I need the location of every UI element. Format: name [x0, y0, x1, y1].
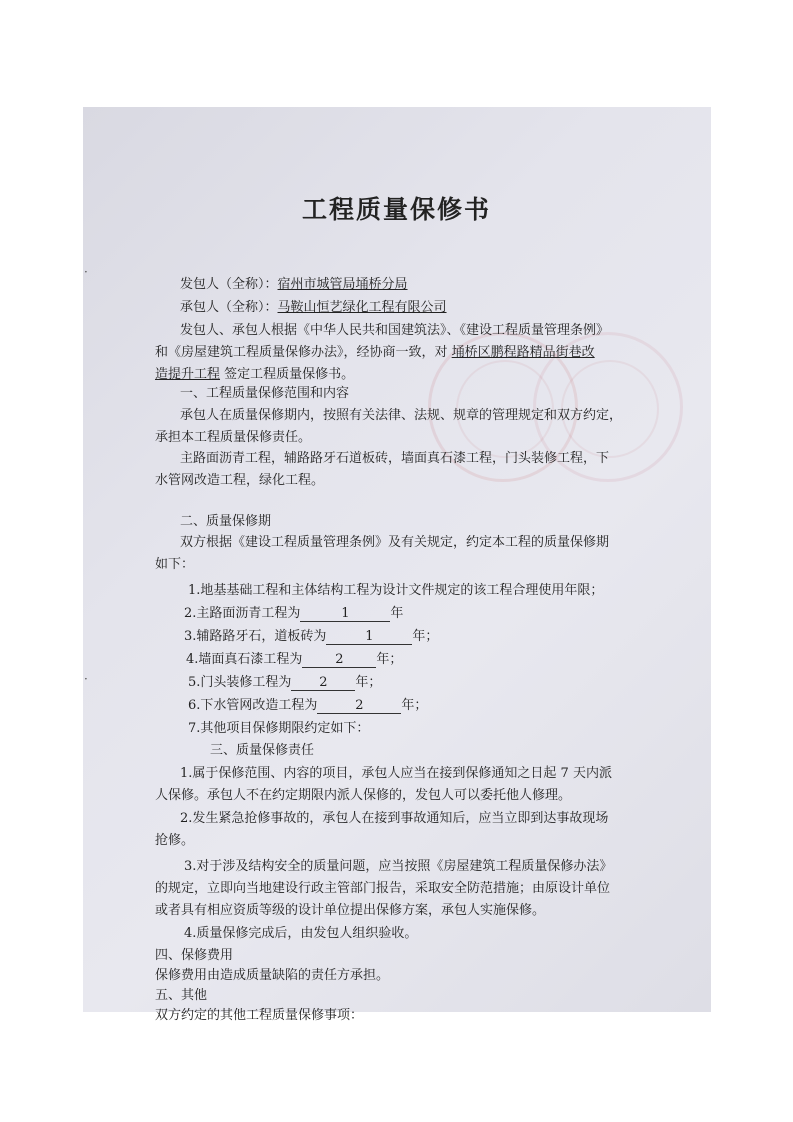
- warranty-years: 1: [326, 629, 412, 645]
- warranty-years: 2: [291, 675, 355, 691]
- paragraph-line: 双方根据《建设工程质量管理条例》及有关规定，约定本工程的质量保修期: [180, 535, 610, 550]
- party-b-value: 马鞍山恒艺绿化工程有限公司: [277, 300, 447, 315]
- paragraph-line: 抢修。: [155, 833, 195, 848]
- paragraph-line: 双方约定的其他工程质量保修事项：: [155, 1008, 364, 1023]
- party-a-value: 宿州市城管局埇桥分局: [277, 277, 408, 292]
- project-name: 造提升工程: [155, 367, 221, 382]
- warranty-years: 2: [317, 698, 401, 714]
- warranty-item: 5.门头装修工程为 2 年；: [188, 675, 382, 690]
- warranty-item: 4.墙面真石漆工程为 2 年；: [186, 652, 403, 667]
- section-heading: 二、质量保修期: [180, 514, 272, 529]
- paragraph-line: 主路面沥青工程，辅路路牙石道板砖，墙面真石漆工程，门头装修工程，下: [180, 451, 610, 466]
- paragraph-line: 2.发生紧急抢修事故的，承包人在接到事故通知后，应当立即到达事故现场: [180, 811, 609, 826]
- warranty-years: 1: [300, 606, 390, 622]
- warranty-item: 1.地基基础工程和主体结构工程为设计文件规定的该工程合理使用年限；: [188, 583, 604, 598]
- paragraph-line: 承包人在质量保修期内，按照有关法律、法规、规章的管理规定和双方约定，: [180, 408, 623, 423]
- paragraph-line: 承担本工程质量保修责任。: [155, 430, 312, 445]
- warranty-item: 6.下水管网改造工程为 2 年；: [188, 698, 428, 713]
- paragraph-line: 4.质量保修完成后，由发包人组织验收。: [184, 926, 418, 941]
- paragraph-line: 水管网改造工程，绿化工程。: [155, 473, 325, 488]
- intro-line: 发包人、承包人根据《中华人民共和国建筑法》、《建设工程质量管理条例》: [180, 323, 610, 338]
- section-heading: 一、工程质量保修范围和内容: [180, 386, 350, 401]
- paragraph-line: 如下：: [155, 557, 195, 572]
- party-a-line: 发包人（全称）：宿州市城管局埇桥分局: [180, 277, 408, 292]
- paragraph-line: 人保修。承包人不在约定期限内派人保修的，发包人可以委托他人修理。: [155, 788, 572, 803]
- edge-mark: ·: [84, 672, 88, 686]
- project-name: 埇桥区鹏程路精品街巷改: [451, 345, 595, 360]
- party-b-line: 承包人（全称）：马鞍山恒艺绿化工程有限公司: [180, 300, 447, 315]
- warranty-item: 3.辅路路牙石，道板砖为 1 年；: [184, 629, 439, 644]
- warranty-years: 2: [302, 652, 376, 668]
- section-heading: 四、保修费用: [155, 948, 234, 963]
- warranty-item: 7.其他项目保修期限约定如下：: [188, 721, 370, 736]
- paragraph-line: 保修费用由造成质量缺陷的责任方承担。: [155, 968, 390, 983]
- section-heading: 五、其他: [155, 988, 208, 1003]
- document-title: 工程质量保修书: [301, 195, 491, 224]
- paragraph-line: 3.对于涉及结构安全的质量问题，应当按照《房屋建筑工程质量保修办法》: [184, 859, 613, 874]
- edge-mark: ·: [84, 265, 88, 279]
- warranty-item: 2.主路面沥青工程为 1 年: [184, 606, 404, 621]
- paragraph-line: 或者具有相应资质等级的设计单位提出保修方案，承包人实施保修。: [155, 903, 546, 918]
- intro-line: 和《房屋建筑工程质量保修办法》，经协商一致，对 埇桥区鹏程路精品街巷改: [155, 345, 595, 360]
- intro-line: 造提升工程 签定工程质量保修书。: [155, 367, 355, 382]
- paragraph-line: 1.属于保修范围、内容的项目，承包人应当在接到保修通知之日起 7 天内派: [180, 766, 612, 781]
- section-heading: 三、质量保修责任: [210, 743, 315, 758]
- paragraph-line: 的规定，立即向当地建设行政主管部门报告，采取安全防范措施；由原设计单位: [155, 881, 611, 896]
